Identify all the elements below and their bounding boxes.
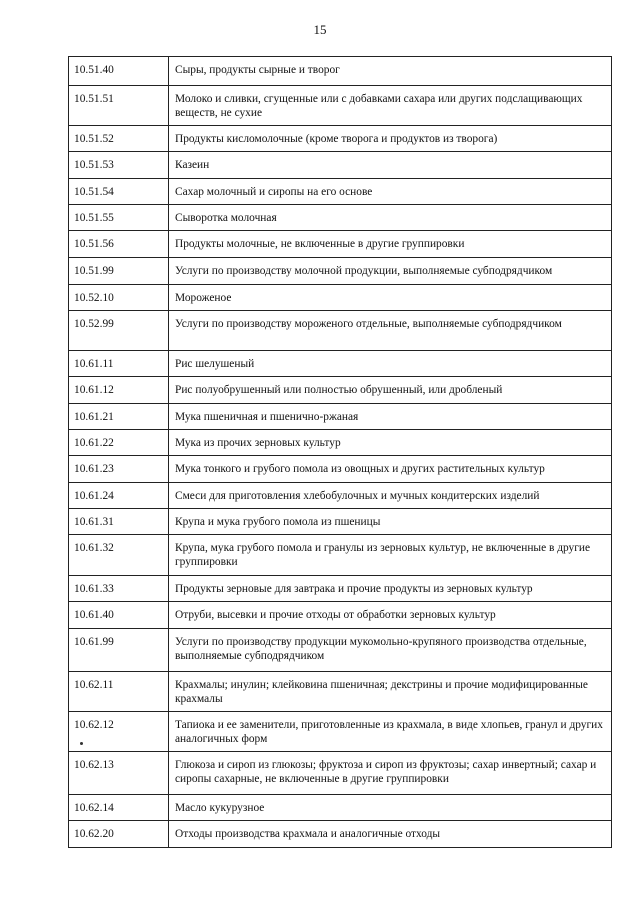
table-row — [69, 285, 612, 311]
table-row — [69, 672, 612, 712]
row-code: 10.52.99 — [69, 311, 169, 351]
row-description: Казеин — [169, 152, 612, 179]
row-code: 10.51.56 — [69, 231, 169, 258]
row-code: 10.62.14 — [69, 795, 169, 821]
table-row — [69, 483, 612, 509]
row-description: Рис полуобрушенный или полностью обрушенный, или дробленый — [169, 377, 612, 404]
table-row — [69, 179, 612, 205]
row-description: Продукты зерновые для завтрака и прочие продукты из зерновых культур — [169, 576, 612, 602]
table-row — [69, 311, 612, 351]
row-description: Услуги по производству мороженого отдельные, выполняемые субподрядчиком — [169, 311, 612, 351]
row-code: 10.61.21 — [69, 404, 169, 430]
row-code: 10.61.31 — [69, 509, 169, 535]
row-code: 10.51.51 — [69, 86, 169, 126]
row-code: 10.62.12 — [69, 712, 169, 752]
classification-table — [68, 56, 612, 848]
table-row — [69, 795, 612, 821]
row-description: Продукты молочные, не включенные в другие группировки — [169, 231, 612, 258]
row-code: 10.51.55 — [69, 205, 169, 231]
scan-speck — [80, 742, 83, 745]
row-code: 10.51.40 — [69, 57, 169, 86]
row-description: Масло кукурузное — [169, 795, 612, 821]
table-row — [69, 404, 612, 430]
row-description: Крупа и мука грубого помола из пшеницы — [169, 509, 612, 535]
row-code: 10.62.13 — [69, 752, 169, 795]
table-row — [69, 231, 612, 258]
table-row — [69, 126, 612, 152]
row-description: Мороженое — [169, 285, 612, 311]
row-description: Мука пшеничная и пшенично-ржаная — [169, 404, 612, 430]
table-row — [69, 535, 612, 576]
row-code: 10.61.40 — [69, 602, 169, 629]
table-row — [69, 351, 612, 377]
page-number: 15 — [313, 22, 327, 37]
row-code: 10.61.24 — [69, 483, 169, 509]
row-code: 10.51.54 — [69, 179, 169, 205]
table-row — [69, 430, 612, 456]
row-description: Сахар молочный и сиропы на его основе — [169, 179, 612, 205]
row-description: Тапиока и ее заменители, приготовленные из крахмала, в виде хлопьев, гранул и других аналогичных форм — [169, 712, 612, 752]
table-row — [69, 752, 612, 795]
row-description: Продукты кисломолочные (кроме творога и продуктов из творога) — [169, 126, 612, 152]
row-code: 10.51.99 — [69, 258, 169, 285]
row-description: Сыры, продукты сырные и творог — [169, 57, 612, 86]
table-row — [69, 258, 612, 285]
row-code: 10.61.22 — [69, 430, 169, 456]
row-description: Отходы производства крахмала и аналогичные отходы — [169, 821, 612, 848]
row-description: Рис шелушеный — [169, 351, 612, 377]
table-row — [69, 576, 612, 602]
row-description: Глюкоза и сироп из глюкозы; фруктоза и сироп из фруктозы; сахар инвертный; сахар и сиропы сахарные, не включенные в другие группировки — [169, 752, 612, 795]
row-code: 10.61.33 — [69, 576, 169, 602]
table-row — [69, 86, 612, 126]
row-description: Смеси для приготовления хлебобулочных и мучных кондитерских изделий — [169, 483, 612, 509]
row-code: 10.61.12 — [69, 377, 169, 404]
table-row — [69, 152, 612, 179]
table-row — [69, 456, 612, 483]
table-row — [69, 602, 612, 629]
table-row — [69, 509, 612, 535]
row-description: Мука тонкого и грубого помола из овощных и других растительных культур — [169, 456, 612, 483]
row-description: Услуги по производству продукции мукомольно-крупяного производства отдельные, выполняемые субподрядчиком — [169, 629, 612, 672]
row-code: 10.62.11 — [69, 672, 169, 712]
row-code: 10.61.99 — [69, 629, 169, 672]
table-row — [69, 821, 612, 848]
row-description: Крупа, мука грубого помола и гранулы из зерновых культур, не включенные в другие группировки — [169, 535, 612, 576]
row-code: 10.61.32 — [69, 535, 169, 576]
table-row — [69, 205, 612, 231]
row-description: Мука из прочих зерновых культур — [169, 430, 612, 456]
table-row — [69, 57, 612, 86]
row-code: 10.51.52 — [69, 126, 169, 152]
row-code: 10.61.23 — [69, 456, 169, 483]
table-row — [69, 377, 612, 404]
row-description: Крахмалы; инулин; клейковина пшеничная; декстрины и прочие модифицированные крахмалы — [169, 672, 612, 712]
row-code: 10.62.20 — [69, 821, 169, 848]
row-description: Отруби, высевки и прочие отходы от обработки зерновых культур — [169, 602, 612, 629]
row-code: 10.61.11 — [69, 351, 169, 377]
row-description: Услуги по производству молочной продукции, выполняемые субподрядчиком — [169, 258, 612, 285]
row-code: 10.52.10 — [69, 285, 169, 311]
row-code: 10.51.53 — [69, 152, 169, 179]
table-row — [69, 629, 612, 672]
row-description: Сыворотка молочная — [169, 205, 612, 231]
row-description: Молоко и сливки, сгущенные или с добавками сахара или других подслащивающих веществ, не сухие — [169, 86, 612, 126]
table-row — [69, 712, 612, 752]
